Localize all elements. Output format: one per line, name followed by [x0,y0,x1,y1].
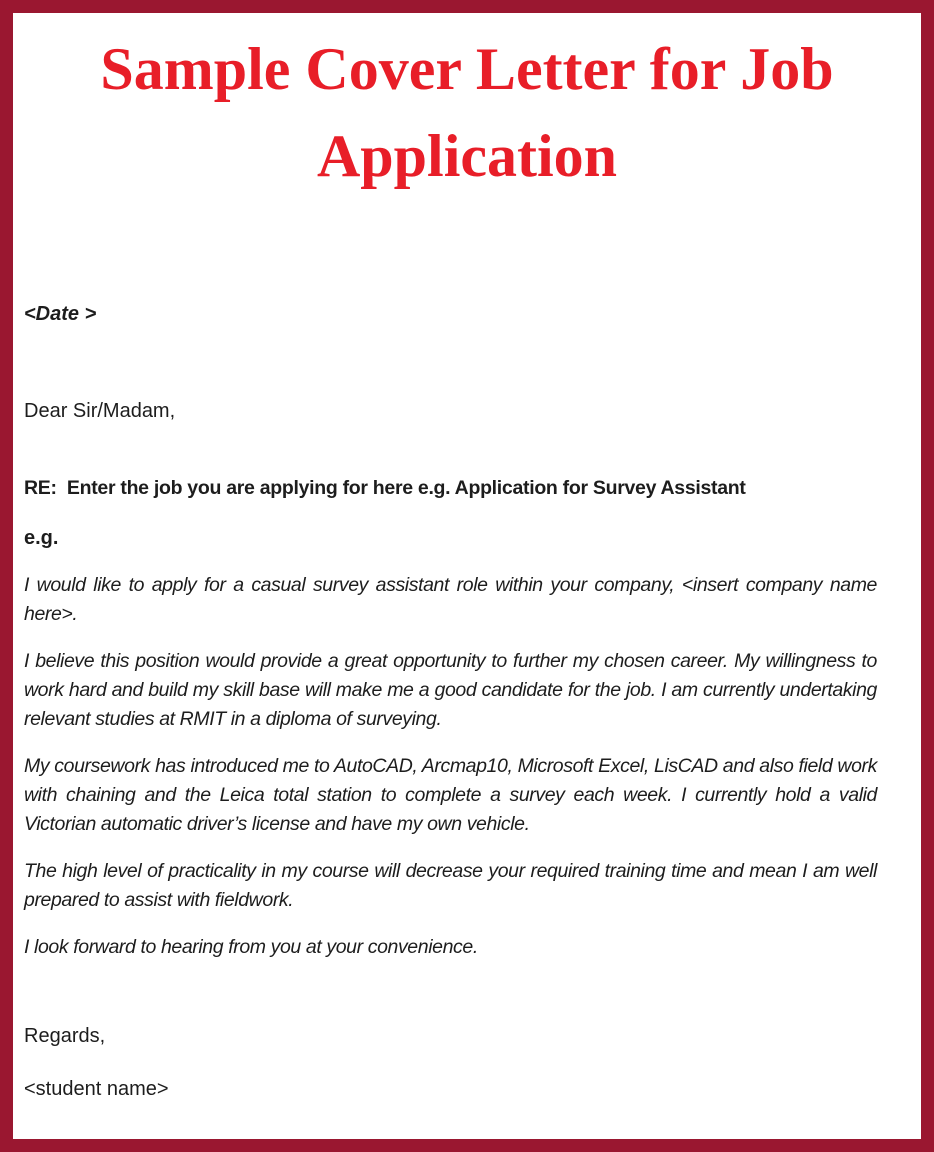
body-paragraph: The high level of practicality in my course will decrease your required training time and mean I am well prepared to assist with fieldwork. [24,860,877,911]
page-title-line-2: Application [316,123,618,189]
body-paragraph: My coursework has introduced me to AutoCAD, Arcmap10, Microsoft Excel, LisCAD and also field work with chaining and the Leica total station to complete a survey each week. I currently hold a valid Victorian automatic driver’s license and have my own vehicle. [24,755,877,835]
page-title [13,13,921,200]
salutation: Dear Sir/Madam, [24,400,176,422]
body-paragraph: I believe this position would provide a great opportunity to further my chosen career. My willingness to work hard and build my skill base will make me a good candidate for the job. I am currently undertaking relevant studies at RMIT in a diploma of surveying. [24,650,877,730]
body-paragraph: I would like to apply for a casual survey assistant role within your company, <insert company name here>. [24,574,877,625]
closing: Regards, [24,1025,106,1047]
eg-label: e.g. [24,527,59,549]
letter-body [13,302,921,1101]
date-placeholder: <Date > [24,303,97,325]
signature-placeholder: <student name> [24,1078,169,1100]
re-subject-line: RE: Enter the job you are applying for here e.g. Application for Survey Assistant [24,477,746,499]
page-title-line-1: Sample Cover Letter for Job [100,36,834,102]
body-paragraph: I look forward to hearing from you at your convenience. [24,936,478,958]
